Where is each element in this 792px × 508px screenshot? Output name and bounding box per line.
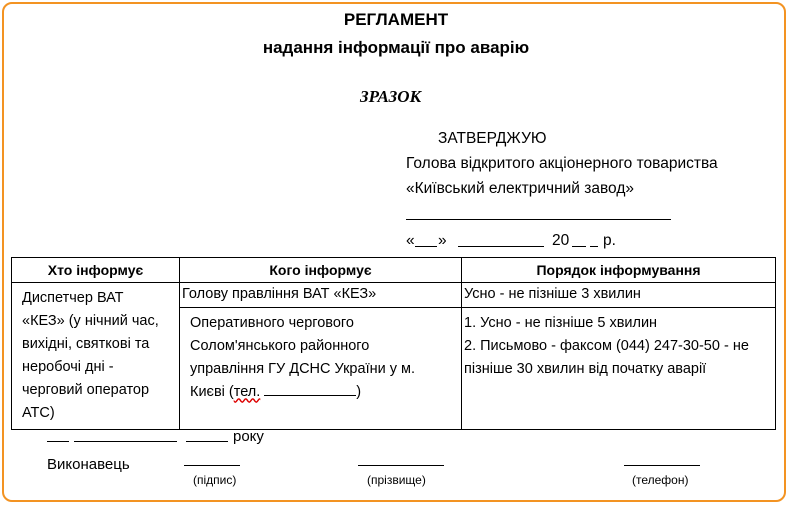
executor-label: Виконавець [47,456,130,473]
date-quote-open: « [406,232,415,249]
date-year: 20 [552,232,570,249]
table-row [12,283,776,308]
header-whom: Кого інформує [180,258,462,283]
header-who: Хто інформує [12,258,180,283]
who-line: черговий оператор [22,382,150,398]
phone-word: тел. [233,383,261,400]
cell-whom-board: Голову правління ВАТ «КЕЗ» [180,283,462,308]
signature-caption: (підпис) [193,473,237,487]
order-line: пізніше 30 хвилин від початку аварії [464,360,707,377]
date-day-blank [415,246,437,247]
signature-line [184,465,240,466]
cell-order-duty [462,307,776,429]
footer-year-blank [186,441,228,442]
footer-year-label: року [233,428,264,445]
footer-month-blank [74,441,177,442]
approval-company: «Київський електричний завод» [406,180,634,197]
phone-caption: (телефон) [632,473,689,487]
date-suffix: р. [603,232,616,249]
whom-line-phone [190,381,457,404]
order-line: 2. Письмово - факсом (044) 247-30-50 - не [464,337,749,354]
phone-blank [264,383,356,396]
phone-prefix: Києві ( [190,383,234,400]
who-line: «КЕЗ» (у нічний час, [22,313,159,329]
cell-order-board: Усно - не пізніше 3 хвилин [462,283,776,308]
surname-line [358,465,444,466]
footer-day-blank [47,441,69,442]
sample-label: ЗРАЗОК [360,87,422,106]
phone-line [624,465,700,466]
cell-who [12,283,180,430]
document-subtitle: надання інформації про аварію [262,38,530,57]
date-extra-blank [590,246,598,247]
date-quote-close: » [438,232,447,249]
date-year-blank [572,246,586,247]
whom-line: управління ГУ ДСНС України у м. [190,360,416,377]
who-line: вихідні, святкові та [22,336,150,352]
whom-line: Солом'янського районного [190,337,370,354]
who-line: Диспетчер ВАТ [22,290,124,306]
cell-whom-duty [180,307,462,429]
notification-table [11,257,776,430]
header-order: Порядок інформування [462,258,776,283]
order-line: 1. Усно - не пізніше 5 хвилин [464,314,658,331]
who-line: неробочі дні - [22,359,114,375]
who-line: АТС) [22,405,55,421]
approval-position: Голова відкритого акціонерного товариства [406,155,718,172]
document-title: РЕГЛАМЕНТ [343,10,449,29]
surname-caption: (прізвище) [367,473,426,487]
phone-suffix: ) [356,383,362,400]
approval-heading: ЗАТВЕРДЖУЮ [438,130,547,147]
whom-line: Оперативного чергового [190,314,354,331]
table-header-row [12,258,776,283]
date-month-blank [458,246,544,247]
approval-signature-line [406,219,671,220]
